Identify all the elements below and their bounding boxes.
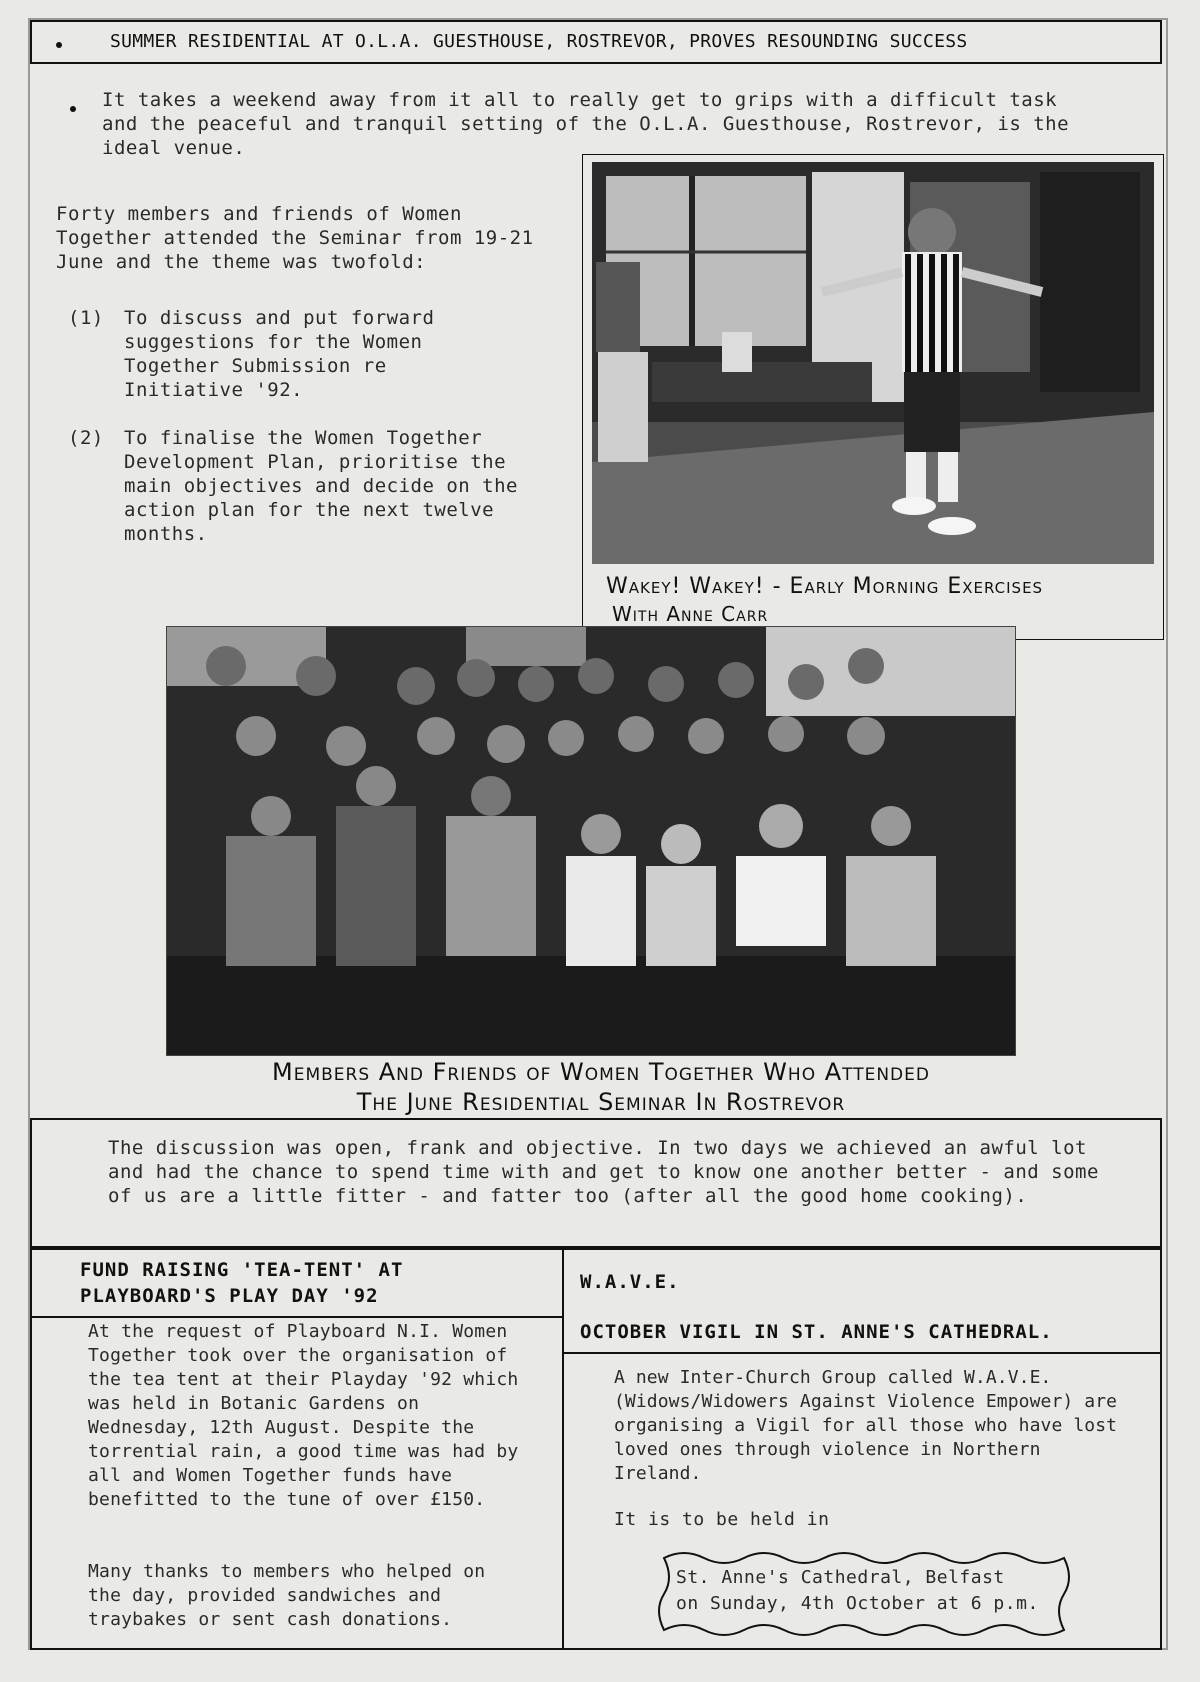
header-title: SUMMER RESIDENTIAL AT O.L.A. GUESTHOUSE, ROSTREVOR, PROVES RESOUNDING SUCCESS <box>110 31 968 52</box>
photo2-caption-2: The June Residential Seminar In Rostrevor <box>356 1088 846 1116</box>
photo1-caption-2: With Anne Carr <box>612 602 769 626</box>
wave-held: It is to be held in <box>614 1509 830 1530</box>
seminar-item-2-num: (2) <box>68 427 104 449</box>
intro-text: It takes a weekend away from it all to really get to grips with a difficult task and the peaceful and tranquil setting of the O.L.A. Guesthouse, Rostrevor, is the ideal venue. <box>102 89 1070 159</box>
wave-subtitle: OCTOBER VIGIL IN ST. ANNE'S CATHEDRAL. <box>580 1321 1053 1343</box>
seminar-text: Forty members and friends of Women Together attended the Seminar from 19-21 June and the theme was twofold: <box>56 203 534 273</box>
fundraising-title-1: FUND RAISING 'TEA-TENT' AT <box>80 1259 404 1281</box>
newsletter-page <box>28 18 1168 1650</box>
photo2-caption-1: Members And Friends of Women Together Who Attended <box>272 1058 930 1086</box>
exercise-photo-image <box>592 162 1154 564</box>
wave-text: A new Inter-Church Group called W.A.V.E. (Widows/Widowers Against Violence Empower) are organising a Vigil for all those who have lost loved ones through violence in Northern Ireland. <box>614 1367 1118 1484</box>
intro-bullet <box>70 106 76 112</box>
wave-title: W.A.V.E. <box>580 1271 680 1293</box>
fundraising-title-2: PLAYBOARD'S PLAY DAY '92 <box>80 1285 379 1307</box>
discussion-text: The discussion was open, frank and objective. In two days we achieved an awful lot and had the chance to spend time with and get to know one another better - and some of us are a little fitter - and fatter too (after all the good home cooking). <box>108 1137 1099 1207</box>
header-bullet <box>56 42 62 48</box>
group-photo-frame <box>166 626 1016 1056</box>
seminar-item-1-num: (1) <box>68 307 104 329</box>
fundraising-text: At the request of Playboard N.I. Women Together took over the organisation of the tea tent at their Playday '92 which was held in Botanic Gardens on Wednesday, 12th August. Despite the torrential rain, a good time was had by all and Women Together funds have benefitted to the tune of over £150. <box>88 1321 519 1510</box>
seminar-item-2-text: To finalise the Women Together Development Plan, prioritise the main objectives and decide on the action plan for the next twelve months. <box>124 427 518 545</box>
venue-line-2: on Sunday, 4th October at 6 p.m. <box>676 1593 1039 1614</box>
fundraising-thanks: Many thanks to members who helped on the day, provided sandwiches and traybakes or sent cash donations. <box>88 1561 486 1630</box>
photo1-caption-1: Wakey! Wakey! - Early Morning Exercises <box>606 574 1044 599</box>
exercise-photo <box>592 162 1154 564</box>
venue-line-1: St. Anne's Cathedral, Belfast <box>676 1567 1005 1588</box>
seminar-item-1-text: To discuss and put forward suggestions for the Women Together Submission re Initiative '92. <box>124 307 435 401</box>
